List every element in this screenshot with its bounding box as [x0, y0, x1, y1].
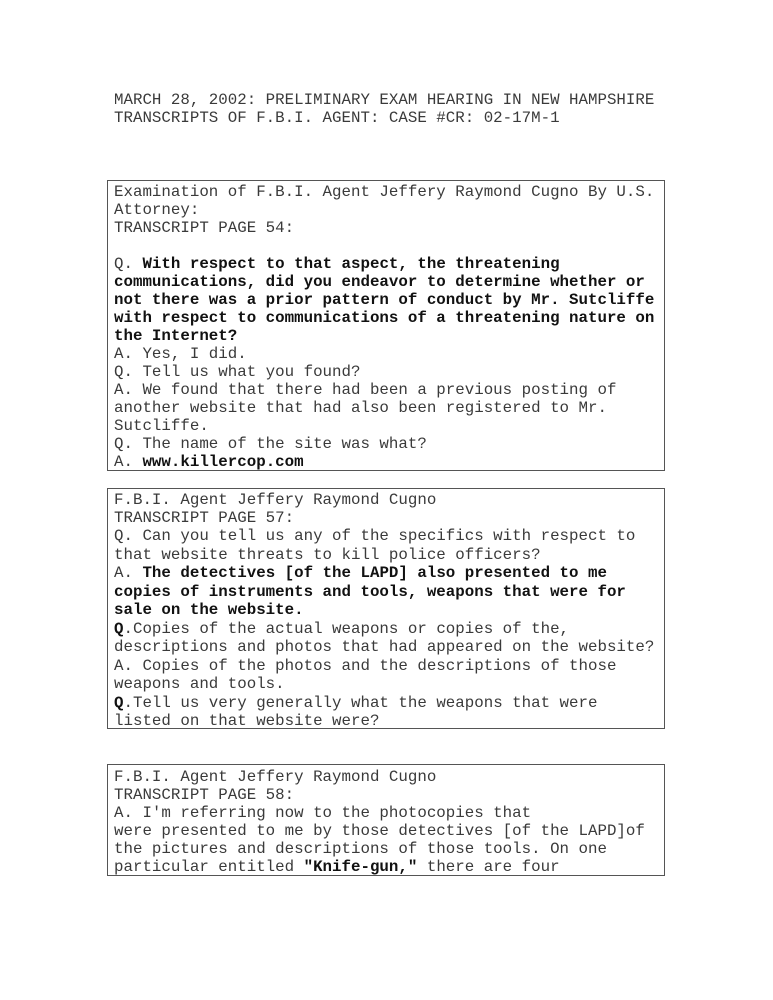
bold-text: Q [114, 693, 124, 712]
transcript-box-page-54 [107, 180, 665, 471]
text: Sutcliffe. [114, 417, 209, 435]
transcript-line [114, 527, 664, 546]
transcript-box-page-58 [107, 764, 665, 876]
transcript-line [114, 345, 664, 363]
transcript-line [114, 381, 664, 399]
transcript-line [114, 546, 664, 565]
text: listed on that website were? [114, 712, 380, 730]
bold-text: The detectives [of the LAPD] also presented to me [142, 564, 607, 582]
transcript-line [114, 840, 664, 858]
text: particular entitled [114, 858, 304, 876]
text: TRANSCRIPT PAGE 57: [114, 509, 295, 527]
bold-text: the Internet? [114, 327, 238, 345]
transcript-line [114, 453, 664, 471]
bold-text: Q [114, 619, 124, 638]
transcript-line [114, 675, 664, 694]
text: .Copies of the actual weapons or copies of the, [123, 619, 570, 638]
transcript-line [114, 858, 664, 876]
transcript-line [114, 804, 664, 822]
transcript-line [114, 491, 664, 509]
transcript-line [114, 255, 664, 273]
bold-text: communications, did you endeavor to determine whether or [114, 273, 645, 291]
bold-text: With respect to that aspect, the threatening [142, 255, 560, 273]
transcript-line [114, 327, 664, 345]
bold-text: sale on the website. [114, 601, 304, 619]
transcript-line [114, 237, 664, 255]
text: A. [114, 564, 143, 582]
transcript-line [114, 309, 664, 327]
transcript-line [114, 363, 664, 381]
text: Q. The name of the site was what? [114, 435, 427, 453]
transcript-line [114, 435, 664, 453]
transcript-box-page-57 [107, 488, 665, 729]
text: Examination of F.B.I. Agent Jeffery Raymond Cugno By U.S. [114, 183, 655, 201]
text: Q. Can you tell us any of the specifics with respect to [114, 527, 636, 545]
text: weapons and tools. [114, 675, 285, 693]
transcript-line [114, 638, 664, 657]
transcript-line [114, 291, 664, 309]
transcript-line [114, 601, 664, 620]
transcript-line [114, 273, 664, 291]
title-line-1: MARCH 28, 2002: PRELIMINARY EXAM HEARING IN NEW HAMPSHIRE [114, 91, 655, 109]
text: descriptions and photos that had appeared on the website? [114, 638, 655, 656]
transcript-line [114, 768, 664, 786]
text: A. We found that there had been a previous posting of [114, 381, 617, 399]
bold-text: not there was a prior pattern of conduct by Mr. Sutcliffe [114, 291, 655, 309]
text: TRANSCRIPT PAGE 54: [114, 219, 295, 237]
bold-text: "Knife-gun," [303, 858, 418, 876]
transcript-line [114, 657, 664, 676]
text: .Tell us very generally what the weapons that were [123, 693, 598, 712]
text: A. Copies of the photos and the descriptions of those [114, 656, 617, 675]
text: that website threats to kill police officers? [114, 545, 541, 564]
transcript-line [114, 620, 664, 639]
transcript-line [114, 509, 664, 527]
bold-text: www.killercop.com [142, 453, 304, 471]
bold-text: copies of instruments and tools, weapons that were for [114, 582, 626, 601]
text: TRANSCRIPT PAGE 58: [114, 786, 295, 804]
transcript-line [114, 201, 664, 219]
transcript-line [114, 583, 664, 602]
transcript-line [114, 694, 664, 713]
text: A. [114, 453, 143, 471]
text: were presented to me by those detectives [of the LAPD]of [114, 822, 645, 840]
transcript-line [114, 564, 664, 583]
transcript-line [114, 219, 664, 237]
text [114, 237, 123, 255]
transcript-line [114, 786, 664, 804]
transcript-line [114, 183, 664, 201]
title-line-2: TRANSCRIPTS OF F.B.I. AGENT: CASE #CR: 02-17M-1 [114, 109, 560, 127]
document-title [114, 91, 654, 127]
text: Q. Tell us what you found? [114, 363, 361, 381]
text: Q. [114, 255, 143, 273]
transcript-line [114, 399, 664, 417]
transcript-line [114, 417, 664, 435]
bold-text: with respect to communications of a threatening nature on [114, 309, 655, 327]
transcript-line [114, 712, 664, 731]
text: F.B.I. Agent Jeffery Raymond Cugno [114, 491, 437, 509]
text: F.B.I. Agent Jeffery Raymond Cugno [114, 768, 437, 786]
text: A. Yes, I did. [114, 345, 247, 363]
text: A. I'm referring now to the photocopies that [114, 804, 532, 822]
text: the pictures and descriptions of those tools. On one [114, 840, 607, 858]
text: Attorney: [114, 201, 200, 219]
text: there are four [417, 858, 560, 876]
text: another website that had also been registered to Mr. [114, 399, 607, 417]
transcript-line [114, 822, 664, 840]
